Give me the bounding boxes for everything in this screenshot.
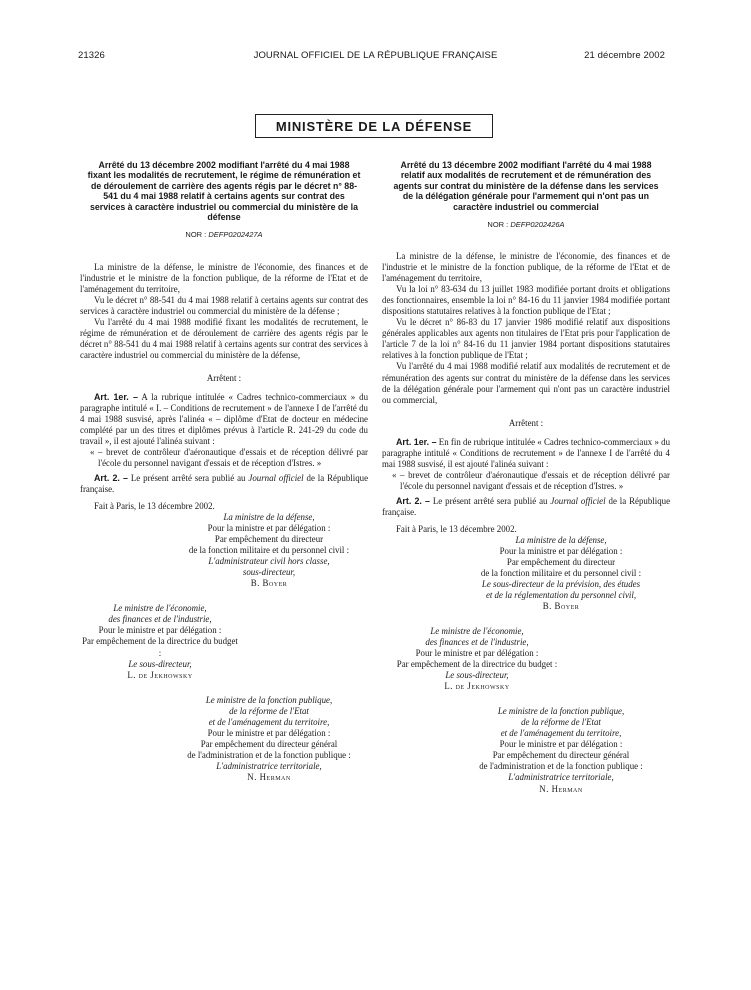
right-article-1-quote: « – brevet de contrôleur d'aéronautique d'essais et de réception délivré par l'école du personnel navigant d'essais et de réception d'Istres. » <box>392 469 670 491</box>
right-visa-3: Vu l'arrêté du 4 mai 1988 modifié relatif aux modalités de recrutement et de rémunération des agents sur contrat du ministère de la défense dans les services de la délégation générale pour l'armement qui n'ont pas un caractère industriel ou commercial, <box>382 361 670 405</box>
right-signature-fonction-publique: Le ministre de la fonction publique, de la réforme de l'Etat et de l'aménagement du territoire, Pour le ministre et par délégation : Par empêchement du directeur général de l'administration et de la fonction publique : L'administratrice territoriale, N. Herman <box>479 706 643 794</box>
right-arrete-title: Arrêté du 13 décembre 2002 modifiant l'arrêté du 4 mai 1988 relatif aux modalités de recrutement et de rémunération des agents sur contrat du ministère de la défense dans les services de la délégation générale pour l'armement qui n'ont pas un caractère industriel ou commercial <box>393 160 659 212</box>
issue-date: 21 décembre 2002 <box>584 50 665 61</box>
left-article-2: Art. 2. – Le présent arrêté sera publié au Journal officiel de la République française. <box>80 473 369 495</box>
left-nor: NOR : DEFP0202427A <box>185 230 263 240</box>
right-fait: Fait à Paris, le 13 décembre 2002. <box>396 523 517 534</box>
left-article-1: Art. 1er. – A la rubrique intitulée « Cadres technico-commerciaux » du paragraphe intitulé « I. – Conditions de recrutement » de l'annexe I de l'arrêté du 4 mai 1988 susvisé, après l'alinéa « – diplôme d'Etat de docteur en médecine complété par un des titres et diplômes prévus à l'article R. 241-29 du code du travail », il est ajouté l'alinéa suivant : <box>80 391 369 446</box>
left-column <box>80 160 368 783</box>
right-signature-economie: Le ministre de l'économie, des finances et de l'industrie, Pour le ministre et par délégation : Par empêchement de la directrice du budget : Le sous-directeur, L. de Jekhowsky <box>396 626 558 692</box>
left-signature-defense: La ministre de la défense, Pour la ministre et par délégation : Par empêchement du directeur de la fonction militaire et du personnel civil : L'administrateur civil hors classe, sous-directeur, B. Boyer <box>188 512 350 589</box>
left-arrete-title: Arrêté du 13 décembre 2002 modifiant l'arrêté du 4 mai 1988 fixant les modalités de recrutement, le régime de rémunération et de déroulement de carrière des agents régis par le décret n° 88-541 du 4 mai 1988 relatif à certains agents sur contrat des services à caractère industriel ou commercial du ministère de la défense <box>87 160 361 222</box>
left-article-1-quote: « – brevet de contrôleur d'aéronautique d'essais et de réception délivré par l'école du personnel navigant d'essais et de réception d'Istres. » <box>90 447 368 469</box>
right-visa-1: Vu la loi n° 83-634 du 13 juillet 1983 modifiée portant droits et obligations des fonctionnaires, ensemble la loi n° 84-16 du 11 janvier 1984 modifiée portant dispositions statutaires relatives à la fonction publique de l'Etat ; <box>382 284 670 317</box>
left-visa-1: Vu le décret n° 88-541 du 4 mai 1988 relatif à certains agents sur contrat des services à caractère industriel ou commercial du ministère de la défense ; <box>80 294 368 316</box>
ministry-title: MINISTÈRE DE LA DÉFENSE <box>255 114 493 138</box>
right-column <box>382 160 670 795</box>
left-visa-2: Vu l'arrêté du 4 mai 1988 modifié fixant les modalités de recrutement, le régime de rémunération et de déroulement de carrière des agents régis par le décret n° 88-541 du 4 mai 1988 relatif à certains agents sur contrat des services à caractère industriel ou commercial du ministère de la défense, <box>80 316 368 360</box>
right-article-1: Art. 1er. – En fin de rubrique intitulée « Cadres technico-commerciaux » du paragraphe intitulé « Conditions de recrutement » de l'annexe I de l'arrêté du 4 mai 1988 susvisé, il est ajouté l'alinéa suivant : <box>382 436 671 469</box>
right-article-2: Art. 2. – Le présent arrêté sera publié au Journal officiel de la République française. <box>382 495 671 517</box>
right-signature-defense: La ministre de la défense, Pour la ministre et par délégation : Par empêchement du directeur de la fonction militaire et du personnel civil : Le sous-directeur de la prévision, des études et de la réglementation du personnel civil, B. Boyer <box>480 534 642 612</box>
left-signature-economie: Le ministre de l'économie, des finances et de l'industrie, Pour le ministre et par délégation : Par empêchement de la directrice du budget : Le sous-directeur, L. de Jekhowsky <box>82 603 238 680</box>
right-visa-2: Vu le décret n° 86-83 du 17 janvier 1986 modifié relatif aux dispositions générales applicables aux agents non titulaires de l'Etat pris pour l'application de l'article 7 de la loi n° 84-16 du 11 janvier 1984 portant dispositions statutaires relatives à la fonction publique de l'Etat ; <box>382 317 670 361</box>
page-number: 21326 <box>78 50 105 61</box>
left-preamble: La ministre de la défense, le ministre de l'économie, des finances et de l'industrie et le ministre de la fonction publique, de la réforme de l'Etat et de l'aménagement du territoire, <box>80 261 368 294</box>
left-arretent: Arrêtent : <box>206 372 242 383</box>
left-signature-fonction-publique: Le ministre de la fonction publique, de la réforme de l'Etat et de l'aménagement du territoire, Pour le ministre et par délégation : Par empêchement du directeur général de l'administration et de la fonction publique : L'administratrice territoriale, N. Herman <box>187 694 351 782</box>
right-arretent: Arrêtent : <box>508 417 544 428</box>
right-preamble: La ministre de la défense, le ministre de l'économie, des finances et de l'industrie et le ministre de la fonction publique, de la réforme de l'Etat et de l'aménagement du territoire, <box>382 251 670 284</box>
right-nor: NOR : DEFP0202426A <box>487 219 565 229</box>
journal-title: JOURNAL OFFICIEL DE LA RÉPUBLIQUE FRANÇAISE <box>253 50 498 61</box>
left-fait: Fait à Paris, le 13 décembre 2002. <box>94 501 215 512</box>
